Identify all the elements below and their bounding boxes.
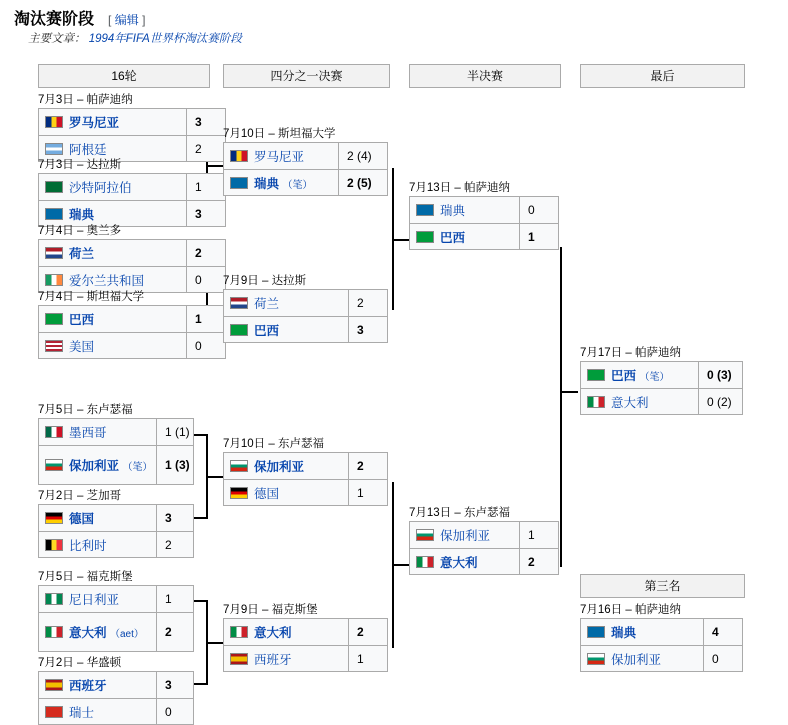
- match-date: 7月4日 – 斯坦福大学: [38, 291, 145, 303]
- team-score: 0 (3): [698, 361, 743, 388]
- match-team-row[interactable]: [38, 305, 226, 332]
- connector: [392, 564, 410, 566]
- match-team-row[interactable]: [38, 173, 226, 200]
- page-title: 淘汰赛阶段: [14, 9, 95, 28]
- team-note: （笔）: [282, 179, 313, 191]
- match-team-row[interactable]: [38, 612, 194, 652]
- match-team-row[interactable]: [223, 479, 388, 506]
- match-date: 7月17日 – 帕萨迪纳: [580, 347, 681, 359]
- flag-ireland: [45, 274, 63, 286]
- connector: [560, 391, 578, 393]
- match-final: [580, 345, 743, 415]
- team-name[interactable]: 瑞典: [440, 204, 466, 218]
- team-score: 0 (2): [698, 388, 743, 415]
- flag-mexico: [45, 426, 63, 438]
- edit-bracket-open: [: [108, 13, 112, 27]
- connector: [560, 247, 562, 567]
- team-score: 3: [156, 671, 194, 698]
- team-score: 2 (4): [338, 142, 388, 169]
- flag-bulgaria: [587, 653, 605, 665]
- flag-belgium: [45, 539, 63, 551]
- match-team-row[interactable]: [223, 618, 388, 645]
- team-name[interactable]: 德国: [254, 486, 280, 501]
- team-score: 0: [156, 698, 194, 725]
- team-name[interactable]: 巴西: [69, 313, 95, 327]
- match-team-row[interactable]: [38, 332, 226, 359]
- match-date: 7月13日 – 东卢瑟福: [409, 507, 510, 519]
- match-team-row[interactable]: [38, 671, 194, 698]
- team-score: 1: [519, 521, 559, 548]
- team-name[interactable]: 荷兰: [254, 297, 280, 311]
- match-team-row[interactable]: [223, 289, 388, 316]
- match-third-place: [580, 602, 743, 672]
- match-team-row[interactable]: [580, 618, 743, 645]
- team-score: 2: [186, 135, 226, 162]
- flag-brazil: [45, 313, 63, 325]
- team-name[interactable]: 巴西: [440, 230, 466, 245]
- match-date: 7月10日 – 东卢瑟福: [223, 438, 324, 450]
- flag-sweden: [416, 204, 434, 216]
- flag-bulgaria: [45, 459, 63, 471]
- team-score: 1: [348, 479, 388, 506]
- match-team-row[interactable]: [223, 142, 388, 169]
- flag-brazil: [230, 324, 248, 336]
- team-score: 0: [186, 332, 226, 359]
- flag-sweden: [230, 177, 248, 189]
- round-header-semi-finals: 半决赛: [409, 64, 561, 88]
- team-name[interactable]: 意大利 （aet）: [69, 626, 144, 640]
- round-header-round-of-16: 16轮: [38, 64, 210, 88]
- round-header-quarter-finals: 四分之一决赛: [223, 64, 390, 88]
- match-qf-4: [223, 602, 388, 672]
- match-r16-3: [38, 223, 226, 293]
- team-note: （aet）: [110, 629, 144, 640]
- match-date: 7月9日 – 达拉斯: [223, 275, 307, 287]
- match-team-row[interactable]: [409, 521, 559, 548]
- match-team-row[interactable]: [409, 223, 559, 250]
- flag-italy: [230, 626, 248, 638]
- flag-spain: [45, 679, 63, 691]
- team-score: 0: [703, 645, 743, 672]
- team-name[interactable]: 爱尔兰共和国: [69, 273, 145, 288]
- team-score: 2: [348, 618, 388, 645]
- flag-switzerland: [45, 706, 63, 718]
- match-date: 7月4日 – 奥兰多: [38, 225, 122, 237]
- team-note: （笔）: [639, 372, 670, 383]
- flag-nigeria: [45, 593, 63, 605]
- team-name[interactable]: 意大利: [254, 626, 292, 640]
- match-date: 7月10日 – 斯坦福大学: [223, 128, 336, 140]
- round-header-final: 最后: [580, 64, 745, 88]
- match-team-row[interactable]: [38, 108, 226, 135]
- flag-germany: [45, 512, 63, 524]
- team-score: 1 (1): [156, 418, 194, 445]
- team-score: 2: [156, 531, 194, 558]
- flag-italy: [416, 556, 434, 568]
- match-team-row[interactable]: [223, 316, 388, 343]
- team-name[interactable]: 保加利亚 （笔）: [69, 459, 153, 473]
- match-sf-1: [409, 180, 559, 250]
- match-date: 7月16日 – 帕萨迪纳: [580, 604, 681, 616]
- match-r16-2: [38, 157, 226, 227]
- team-score: 1: [348, 645, 388, 672]
- round-header-third-place: 第三名: [580, 574, 745, 598]
- team-name[interactable]: 保加利亚: [254, 460, 305, 474]
- match-r16-8: [38, 655, 194, 725]
- match-date: 7月2日 – 华盛顿: [38, 657, 122, 669]
- flag-bulgaria: [230, 460, 248, 472]
- flag-usa: [45, 340, 63, 352]
- team-name[interactable]: 西班牙: [254, 652, 292, 667]
- flag-netherlands: [45, 247, 63, 259]
- section-header: [14, 6, 145, 29]
- connector: [206, 642, 224, 644]
- team-name[interactable]: 德国: [69, 512, 95, 526]
- team-name[interactable]: 比利时: [69, 538, 107, 553]
- match-team-row[interactable]: [580, 645, 743, 672]
- team-name[interactable]: 阿根廷: [69, 142, 107, 157]
- edit-bracket-close: ]: [142, 13, 146, 27]
- match-date: 7月13日 – 帕萨迪纳: [409, 182, 510, 194]
- team-score: 0: [519, 196, 559, 223]
- flag-sweden: [587, 626, 605, 638]
- team-score: 2: [348, 289, 388, 316]
- team-score: 4: [703, 618, 743, 645]
- flag-argentina: [45, 143, 63, 155]
- match-team-row[interactable]: [223, 645, 388, 672]
- team-score: 1: [186, 173, 226, 200]
- flag-brazil: [416, 231, 434, 243]
- team-note: （笔）: [122, 462, 153, 473]
- team-score: 2: [156, 612, 194, 652]
- main-article-hatnote: [28, 30, 242, 46]
- match-team-row[interactable]: [38, 585, 194, 612]
- match-team-row[interactable]: [580, 361, 743, 388]
- team-score: 1: [156, 585, 194, 612]
- team-score: 3: [156, 504, 194, 531]
- match-team-row[interactable]: [38, 445, 194, 485]
- match-qf-2: [223, 273, 388, 343]
- main-article-label: 主要文章：: [28, 33, 86, 45]
- team-name[interactable]: 西班牙: [69, 679, 107, 693]
- team-score: 3: [348, 316, 388, 343]
- team-score: 0: [186, 266, 226, 293]
- match-date: 7月3日 – 达拉斯: [38, 159, 122, 171]
- match-qf-1: [223, 126, 388, 196]
- team-name[interactable]: 瑞典: [611, 626, 637, 640]
- team-score: 3: [186, 108, 226, 135]
- match-team-row[interactable]: [38, 239, 226, 266]
- connector: [206, 476, 224, 478]
- team-name[interactable]: 墨西哥: [69, 426, 107, 440]
- flag-bulgaria: [416, 529, 434, 541]
- match-team-row[interactable]: [223, 169, 388, 196]
- match-team-row[interactable]: [38, 504, 194, 531]
- match-team-row[interactable]: [409, 196, 559, 223]
- team-name[interactable]: 罗马尼亚: [69, 116, 120, 130]
- team-name[interactable]: 巴西 （笔）: [611, 369, 670, 383]
- connector: [392, 239, 410, 241]
- flag-romania: [45, 116, 63, 128]
- edit-section-link[interactable]: [108, 11, 145, 28]
- match-team-row[interactable]: [223, 452, 388, 479]
- match-date: 7月5日 – 福克斯堡: [38, 571, 133, 583]
- flag-italy: [45, 626, 63, 638]
- match-team-row[interactable]: [580, 388, 743, 415]
- team-name[interactable]: 美国: [69, 339, 95, 354]
- team-name[interactable]: 荷兰: [69, 247, 95, 261]
- flag-germany: [230, 487, 248, 499]
- team-name[interactable]: 罗马尼亚: [254, 150, 305, 164]
- team-name[interactable]: 保加利亚: [611, 652, 662, 667]
- team-name[interactable]: 意大利: [440, 555, 478, 570]
- match-date: 7月9日 – 福克斯堡: [223, 604, 318, 616]
- team-name[interactable]: 沙特阿拉伯: [69, 181, 132, 195]
- team-score: 2 (5): [338, 169, 388, 196]
- flag-netherlands: [230, 297, 248, 309]
- match-r16-1: [38, 92, 226, 162]
- flag-italy: [587, 396, 605, 408]
- flag-sweden: [45, 208, 63, 220]
- team-score: 1: [186, 305, 226, 332]
- match-qf-3: [223, 436, 388, 506]
- team-score: 2: [348, 452, 388, 479]
- flag-romania: [230, 150, 248, 162]
- team-name[interactable]: 意大利: [611, 395, 649, 410]
- team-name[interactable]: 瑞士: [69, 705, 95, 720]
- team-score: 1 (3): [156, 445, 194, 485]
- flag-brazil: [587, 369, 605, 381]
- flag-spain: [230, 653, 248, 665]
- team-name[interactable]: 瑞典 （笔）: [254, 176, 313, 191]
- match-sf-2: [409, 505, 559, 575]
- match-r16-7: [38, 569, 194, 652]
- team-score: 1: [519, 223, 559, 250]
- match-date: 7月2日 – 芝加哥: [38, 490, 122, 502]
- main-article-link[interactable]: 1994年FIFA世界杯淘汰赛阶段: [88, 33, 242, 45]
- match-team-row[interactable]: [409, 548, 559, 575]
- match-r16-6: [38, 488, 194, 558]
- match-r16-5: [38, 402, 194, 485]
- team-name[interactable]: 瑞典: [69, 207, 95, 222]
- flag-saudi-arabia: [45, 181, 63, 193]
- match-r16-4: [38, 289, 226, 359]
- match-team-row[interactable]: [38, 418, 194, 445]
- team-name[interactable]: 巴西: [254, 323, 280, 338]
- team-score: 2: [519, 548, 559, 575]
- team-score: 3: [186, 200, 226, 227]
- match-team-row[interactable]: [38, 531, 194, 558]
- team-name[interactable]: 保加利亚: [440, 529, 491, 543]
- team-score: 2: [186, 239, 226, 266]
- match-date: 7月3日 – 帕萨迪纳: [38, 94, 133, 106]
- edit-link[interactable]: 编辑: [114, 13, 139, 27]
- match-date: 7月5日 – 东卢瑟福: [38, 404, 133, 416]
- team-name[interactable]: 尼日利亚: [69, 593, 120, 607]
